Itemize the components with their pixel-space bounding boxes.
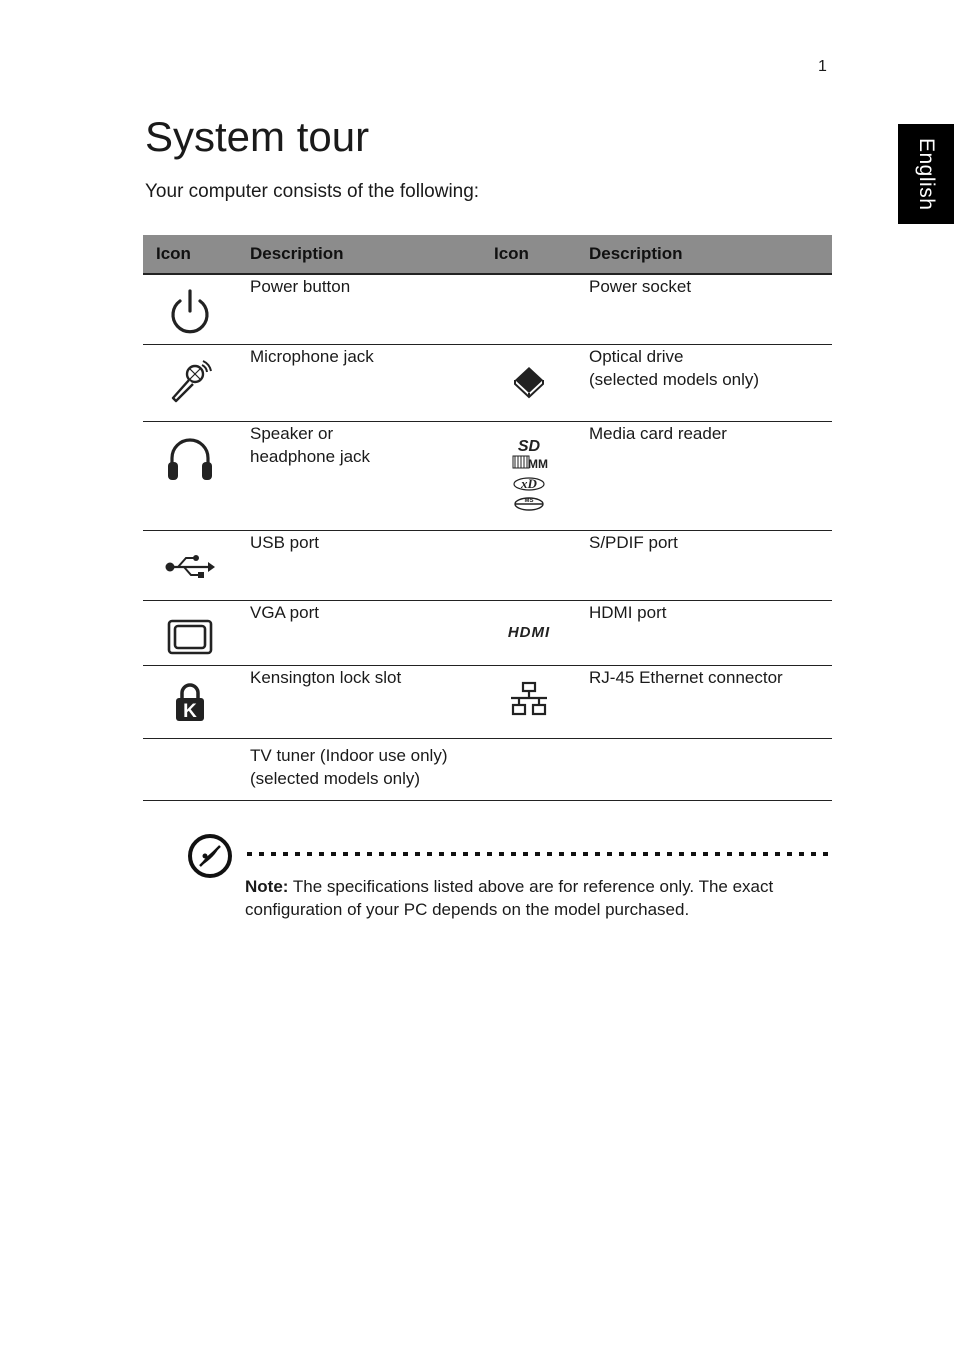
icon-cell (481, 738, 576, 800)
table-row (143, 665, 832, 738)
description-cell (576, 344, 832, 421)
description-cell (237, 665, 481, 738)
ethernet-icon (508, 681, 550, 717)
description-cell (576, 665, 832, 738)
page-title: System tour (145, 113, 370, 160)
xd-logo: xD (520, 475, 537, 491)
note-text (245, 875, 835, 921)
description-cell (237, 344, 481, 421)
description-line: VGA port (250, 602, 319, 622)
table-row (143, 274, 832, 344)
description-line: Microphone jack (250, 346, 374, 366)
note-body: The specifications listed above are for reference only. The exact configuration of your PC depends on the model purchased. (245, 877, 774, 919)
header-description-left: Description (237, 235, 481, 274)
description-cell (576, 530, 832, 600)
optical-drive-icon (511, 363, 547, 399)
table-header-row (143, 235, 832, 274)
description-line: (selected models only) (250, 768, 421, 788)
icon-cell (143, 600, 237, 665)
description-line: Media card reader (589, 423, 727, 443)
description-line: USB port (250, 532, 319, 552)
note-label: Note: (245, 877, 289, 896)
note-dotted-rule (247, 851, 833, 857)
media-card-icon (507, 436, 551, 512)
description-line: Power button (250, 277, 351, 296)
description-line: Optical drive (589, 346, 684, 366)
language-tab (898, 124, 954, 224)
microphone-icon (165, 357, 215, 405)
icon-cell (481, 344, 576, 421)
description-cell (237, 530, 481, 600)
description-line: S/PDIF port (589, 532, 678, 552)
table-row (143, 344, 832, 421)
description-line: RJ-45 Ethernet connector (589, 667, 783, 687)
table-row (143, 530, 832, 600)
page-number: 1 (818, 58, 827, 75)
hdmi-icon (497, 623, 561, 641)
description-cell (237, 600, 481, 665)
hdmi-logo-text: HDMI (507, 623, 550, 641)
description-cell (237, 421, 481, 530)
icon-cell (143, 274, 237, 344)
sd-logo: SD (517, 437, 540, 455)
description-cell (237, 274, 481, 344)
usb-icon (164, 553, 216, 581)
icon-cell (143, 344, 237, 421)
header-icon-left: Icon (143, 235, 237, 274)
description-line: (selected models only) (589, 369, 760, 389)
note-icon (186, 832, 234, 880)
description-line: Kensington lock slot (250, 667, 402, 687)
description-line: TV tuner (Indoor use only) (250, 745, 448, 765)
ms-logo: MS (524, 497, 533, 504)
icon-cell (481, 274, 576, 344)
icon-cell (143, 738, 237, 800)
description-cell (576, 421, 832, 530)
description-cell (576, 274, 832, 344)
icon-cell (143, 530, 237, 600)
language-tab-label: English (915, 137, 938, 211)
description-line: HDMI port (589, 602, 667, 622)
kensington-lock-icon (173, 681, 207, 723)
headphone-icon (166, 436, 214, 482)
table-row (143, 421, 832, 530)
icon-cell (143, 421, 237, 530)
description-cell (237, 738, 481, 800)
description-line: Power socket (589, 277, 692, 296)
table-row (143, 738, 832, 800)
mm-logo: MM (527, 456, 548, 471)
description-cell (576, 600, 832, 665)
intro-text: Your computer consists of the following: (145, 181, 480, 202)
system-tour-table (143, 235, 832, 801)
vga-icon (167, 619, 213, 655)
icon-cell (481, 600, 576, 665)
icon-cell (481, 665, 576, 738)
description-line: Speaker or (250, 423, 334, 443)
table-row (143, 600, 832, 665)
header-description-right: Description (576, 235, 832, 274)
description-cell (576, 738, 832, 800)
kensington-letter: K (183, 700, 197, 722)
icon-cell (481, 421, 576, 530)
icon-cell (481, 530, 576, 600)
description-line: headphone jack (250, 446, 371, 466)
power-icon (168, 287, 212, 335)
icon-cell (143, 665, 237, 738)
header-icon-right: Icon (481, 235, 576, 274)
